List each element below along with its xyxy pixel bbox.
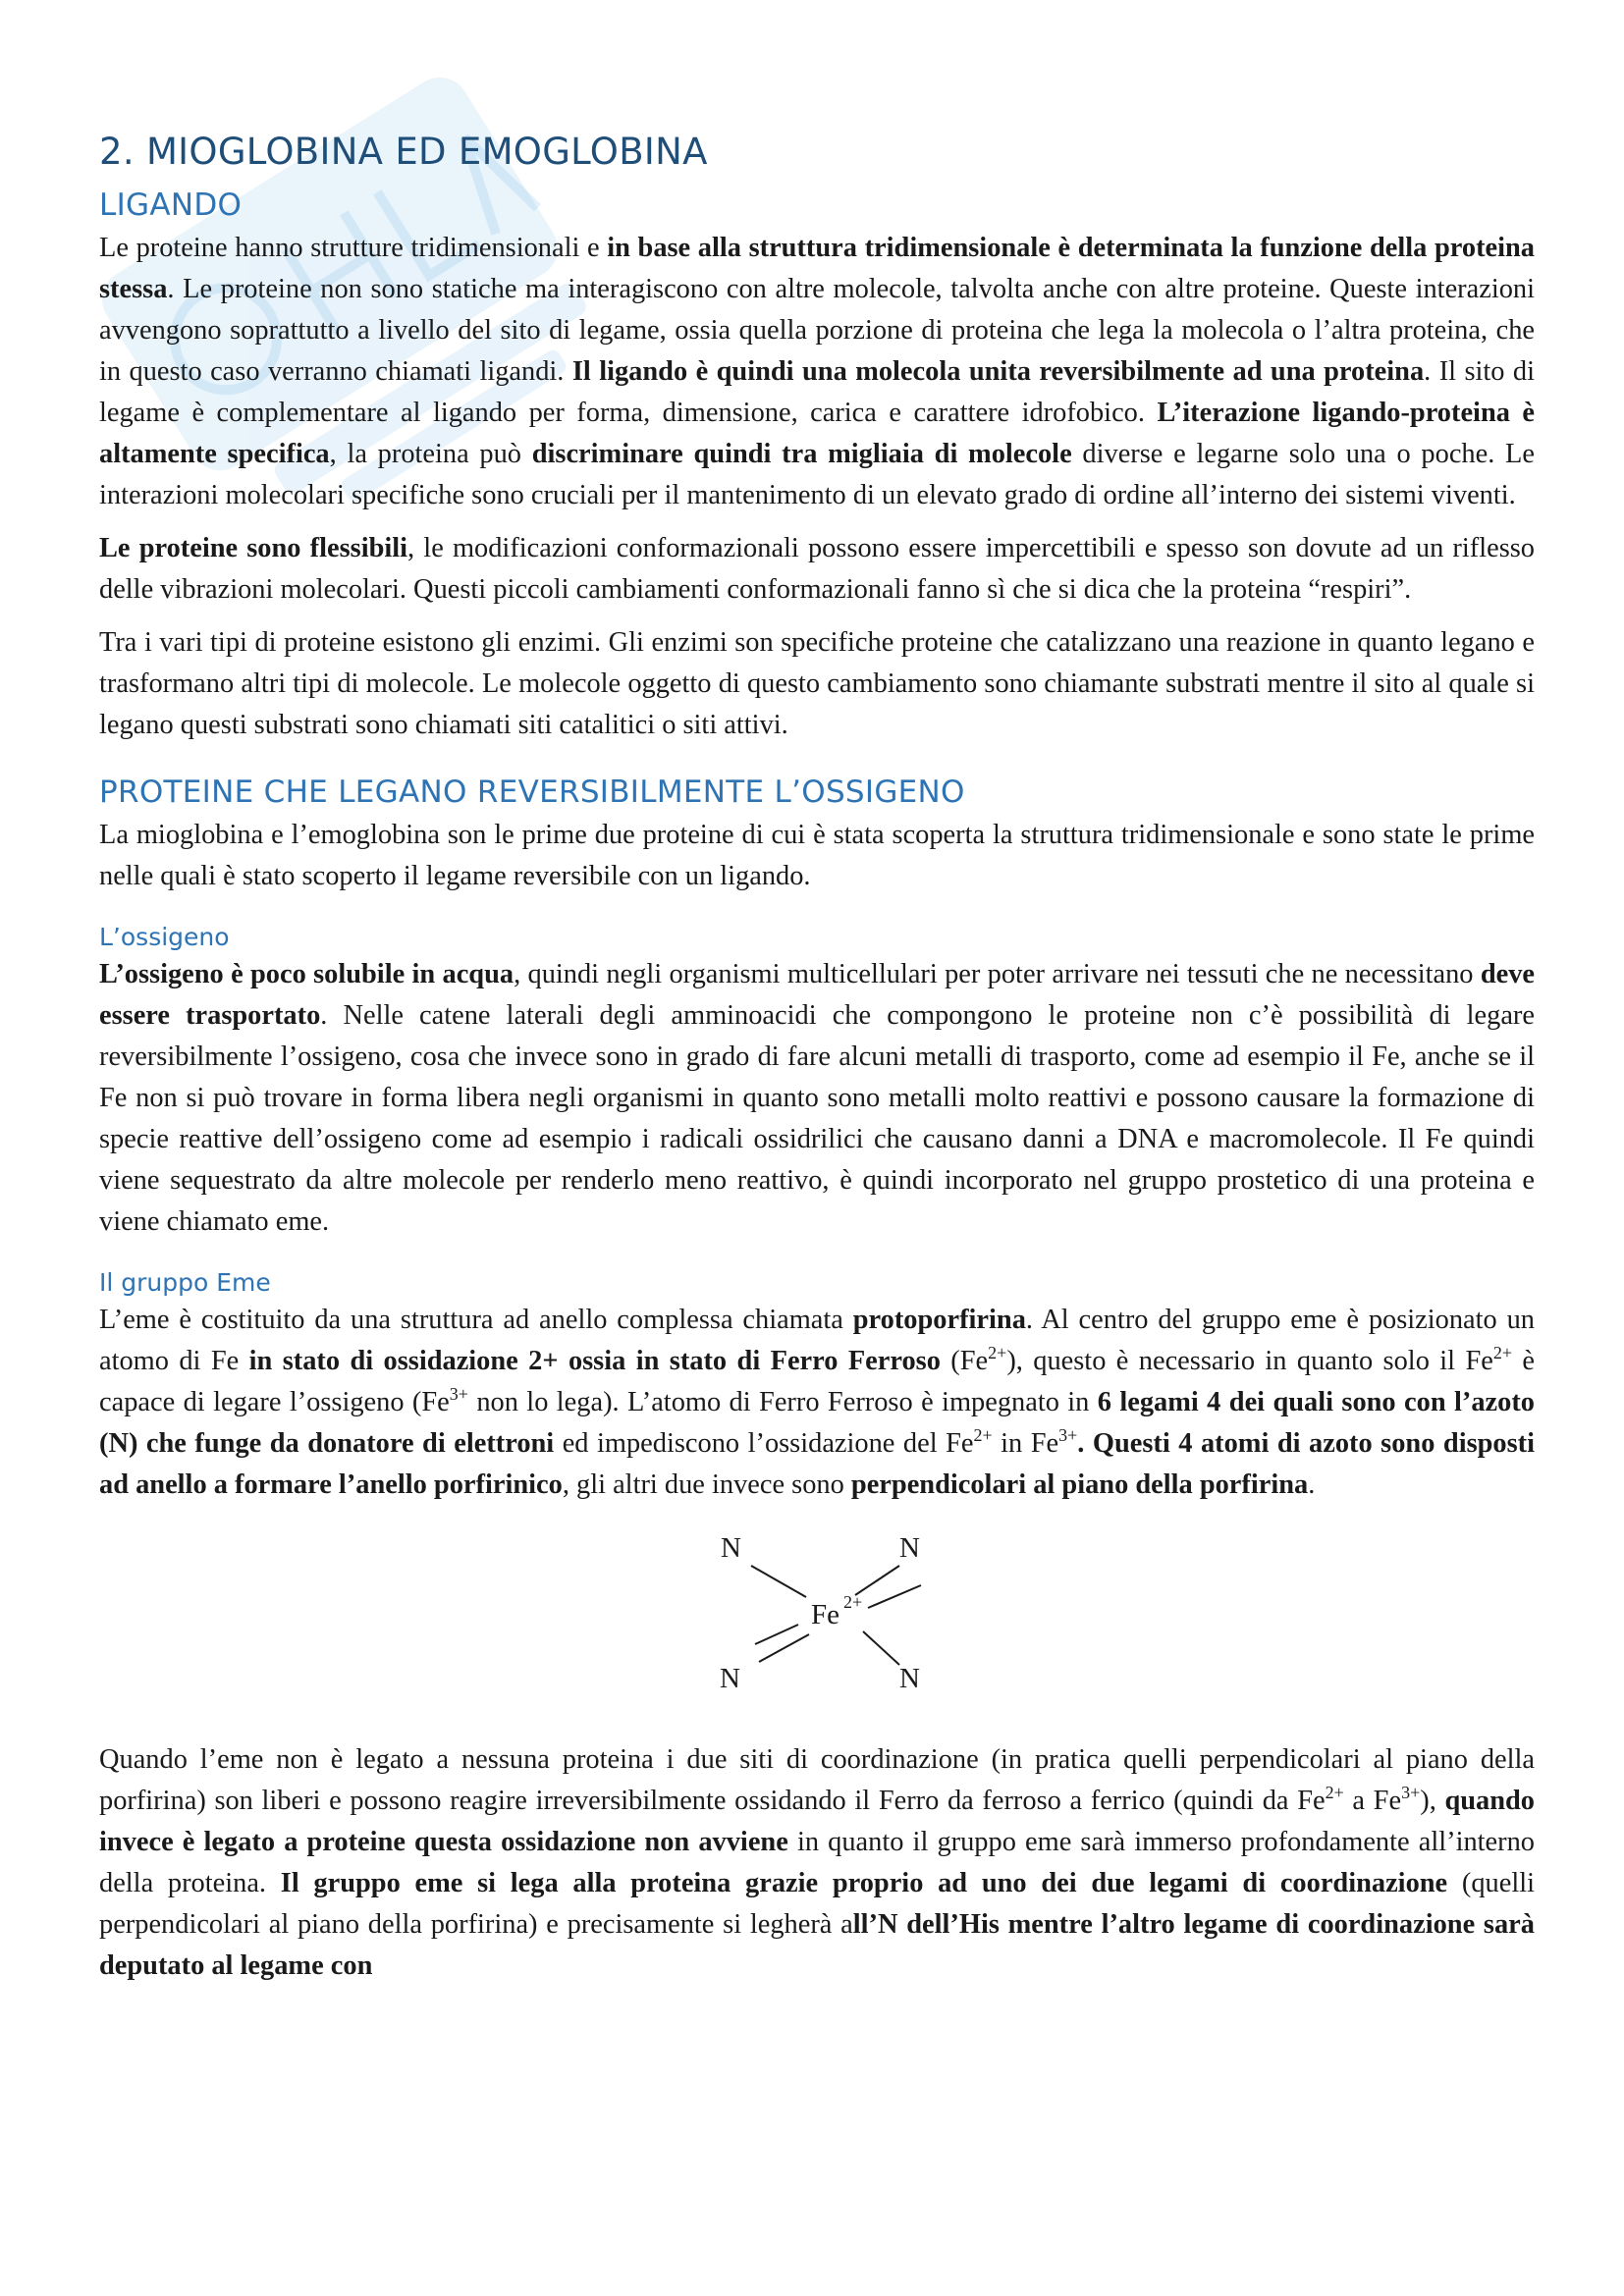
- bond-line: [855, 1566, 899, 1595]
- bold-text: quando invece è legato a proteine questa ossidazione non avviene: [99, 1786, 1536, 1857]
- bond-line: [751, 1566, 806, 1597]
- text-run: in quanto il gruppo eme sarà immerso profondamente all’interno della proteina.: [99, 1827, 1535, 1898]
- iron-atom: Fe: [811, 1599, 839, 1630]
- nitrogen-bottom-left: N: [720, 1663, 740, 1694]
- paragraph: [99, 622, 1535, 746]
- paragraph: [99, 1300, 1535, 1506]
- text-run: non lo lega). L’atomo di Ferro Ferroso è impegnato in: [467, 1387, 1098, 1417]
- text-run: Quando l’eme non è legato a nessuna proteina i due siti di coordinazione (in pratica quelli perpendicolari al piano della porfirina) son liberi e possono reagire irreversibilmente ossidando il Ferro da ferroso a ferrico (quindi da Fe: [99, 1744, 1535, 1816]
- text-run: , gli altri due invece sono: [562, 1469, 851, 1500]
- bold-text: in stato di ossidazione 2+ ossia in stato di Ferro Ferroso: [248, 1346, 941, 1376]
- bond-line: [755, 1625, 798, 1644]
- text-run: Le proteine hanno strutture tridimensionali e: [99, 233, 608, 263]
- bold-text: Il ligando è quindi una molecola unita reversibilmente ad una proteina: [571, 356, 1425, 387]
- text-run: Tra i vari tipi di proteine esistono gli enzimi. Gli enzimi son specifiche proteine che catalizzano una reazione in quanto legano e trasformano altri tipi di molecole. Le molecole oggetto di questo cambiamento sono chiamante substrati mentre il sito al quale si legano questi substrati sono chiamati siti catalitici o siti attivi.: [99, 627, 1535, 740]
- superscript: 3+: [449, 1384, 468, 1404]
- bold-text: ll’N dell’His mentre l’altro legame di coordinazione sarà deputato al legame con: [99, 1909, 1535, 1981]
- bold-text: in base alla struttura tridimensionale è determinata la funzione della proteina stessa: [99, 233, 1535, 304]
- paragraph: [99, 528, 1535, 611]
- text-run: L’eme è costituito da una struttura ad anello complessa chiamata: [99, 1305, 853, 1335]
- text-run: diverse e legarne solo una o poche. Le interazioni molecolari specifiche sono cruciali per il mantenimento di un elevato grado di ordine all’interno dei sistemi viventi.: [99, 439, 1535, 510]
- bond-line: [863, 1631, 899, 1665]
- text-run: è capace di legare l’ossigeno (Fe: [99, 1346, 1535, 1417]
- subsection-heading-ossigeno: L’ossigeno: [99, 923, 230, 951]
- bold-text: L’iterazione ligando-proteina è altamente specifica: [99, 398, 1536, 469]
- superscript: 2+: [1492, 1343, 1512, 1362]
- bold-text: deve essere trasportato: [99, 959, 1535, 1031]
- bond-line: [868, 1585, 921, 1608]
- superscript: 3+: [1401, 1783, 1421, 1802]
- text-run: ), questo è necessario in quanto solo il Fe: [1006, 1346, 1493, 1376]
- text-run: . Le proteine non sono statiche ma interagiscono con altre molecole, talvolta anche con altre proteine. Queste interazioni avvengono soprattutto a livello del sito di legame, ossia quella porzione di proteina che lega la molecola o l’altra proteina, che in questo caso verranno chiamati ligandi.: [99, 274, 1535, 387]
- section-heading-ligando: LIGANDO: [99, 187, 243, 223]
- bold-text: perpendicolari al piano della porfirina: [850, 1469, 1309, 1500]
- document-page: [99, 130, 1535, 1999]
- nitrogen-top-left: N: [721, 1532, 741, 1564]
- text-run: La mioglobina e l’emoglobina son le prime due proteine di cui è stata scoperta la struttura tridimensionale e sono state le prime nelle quali è stato scoperto il legame reversibile con un ligando.: [99, 820, 1535, 891]
- text-run: , le modificazioni conformazionali possono essere impercettibili e spesso son dovute ad un riflesso delle vibrazioni molecolari. Questi piccoli cambiamenti conformazionali fanno sì che si dica che la proteina “respiri”.: [99, 533, 1535, 605]
- superscript: 2+: [973, 1425, 993, 1445]
- heme-iron-diagram: [99, 1522, 1535, 1718]
- superscript: 3+: [1058, 1425, 1078, 1445]
- text-run: , quindi negli organismi multicellulari per poter arrivare nei tessuti che ne necessitano: [514, 959, 1481, 989]
- text-run: , la proteina può: [329, 439, 532, 469]
- section-heading-proteine: PROTEINE CHE LEGANO REVERSIBILMENTE L’OSSIGENO: [99, 774, 965, 810]
- bold-text: Il gruppo eme si lega alla proteina grazie proprio ad uno dei due legami di coordinazione: [280, 1868, 1448, 1898]
- text-run: .: [1308, 1469, 1316, 1500]
- text-run: ),: [1420, 1786, 1445, 1816]
- paragraph: [99, 228, 1535, 516]
- bold-text: discriminare quindi tra migliaia di molecole: [531, 439, 1072, 469]
- paragraph: [99, 1739, 1535, 1987]
- text-run: . Il sito di legame è complementare al ligando per forma, dimensione, carica e carattere idrofobico.: [99, 356, 1536, 428]
- paragraph: [99, 954, 1535, 1243]
- bold-text: Le proteine sono flessibili: [99, 533, 408, 563]
- text-run: a Fe: [1343, 1786, 1402, 1816]
- bold-text: L’ossigeno è poco solubile in acqua: [99, 959, 514, 989]
- superscript: 2+: [1325, 1783, 1344, 1802]
- bold-text: 6 legami 4 dei quali sono con l’azoto (N) che funge da donatore di elettroni: [99, 1387, 1535, 1459]
- text-run: (Fe: [940, 1346, 989, 1376]
- text-run: (quelli perpendicolari al piano della porfirina) e precisamente si legherà a: [99, 1868, 1535, 1940]
- text-run: . Nelle catene laterali degli amminoacidi che compongono le proteine non c’è possibilità di legare reversibilmente l’ossigeno, cosa che invece sono in grado di fare alcuni metalli di trasporto, come ad esempio il Fe, anche se il Fe non si può trovare in forma libera negli organismi in quanto sono metalli molto reattivi e possono causare la formazione di specie reattive dell’ossigeno come ad esempio i radicali ossidrilici che causano danni a DNA e macromolecole. Il Fe quindi viene sequestrato da altre molecole per renderlo meno reattivo, è quindi incorporato nel gruppo prostetico di una proteina e viene chiamato eme.: [99, 1000, 1535, 1237]
- nitrogen-top-right: N: [899, 1532, 920, 1564]
- bold-text: protoporfirina: [852, 1305, 1026, 1335]
- bold-text: . Questi 4 atomi di azoto sono disposti ad anello a formare l’anello porfirinico: [99, 1428, 1536, 1500]
- iron-charge: 2+: [843, 1592, 863, 1612]
- text-run: ed impediscono l’ossidazione del Fe: [554, 1428, 974, 1459]
- superscript: 2+: [988, 1343, 1007, 1362]
- subsection-heading-eme: Il gruppo Eme: [99, 1268, 271, 1297]
- nitrogen-bottom-right: N: [899, 1663, 920, 1694]
- page-title: 2. MIOGLOBINA ED EMOGLOBINA: [99, 131, 708, 173]
- text-run: in Fe: [992, 1428, 1059, 1459]
- text-run: . Al centro del gruppo eme è posizionato un atomo di Fe: [99, 1305, 1536, 1376]
- paragraph: [99, 815, 1535, 897]
